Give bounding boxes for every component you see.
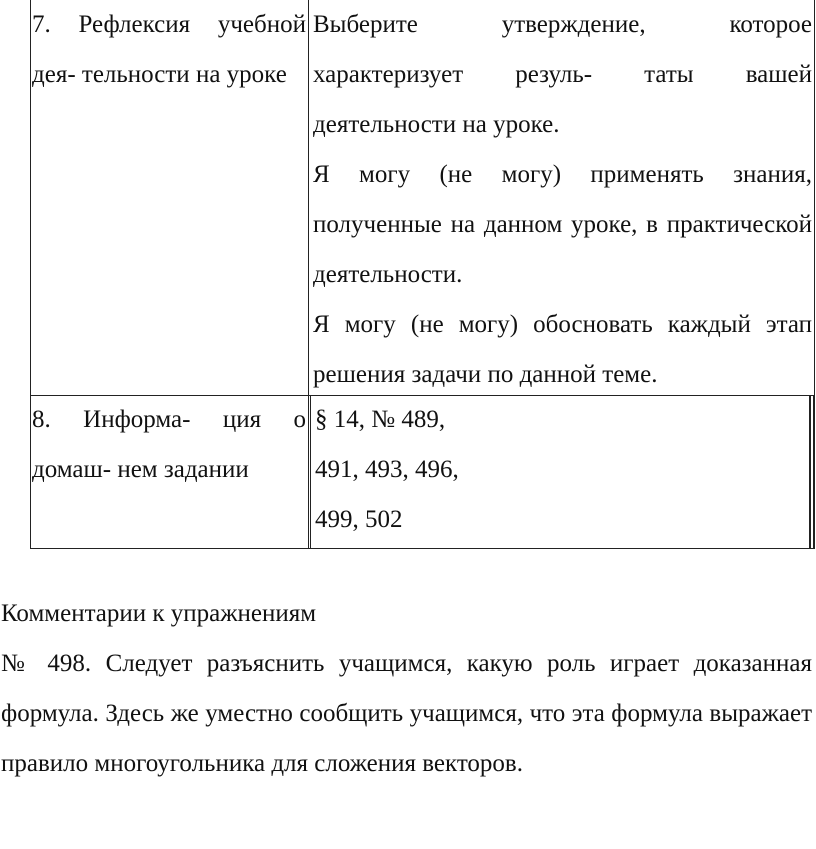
- stage-text: 7. Рефлексия учебной дея- тельности на уроке: [32, 11, 306, 88]
- homework-line: § 14, № 489,: [315, 406, 446, 433]
- comments-section: [0, 589, 812, 789]
- table-row: [31, 0, 815, 396]
- homework-line: 491, 493, 496,: [315, 456, 459, 483]
- comments-heading: Комментарии к упражнениям: [1, 600, 317, 627]
- content-paragraph: Я могу (не могу) обосновать каждый этап решения задачи по данной теме.: [313, 311, 812, 388]
- table-row: [31, 395, 815, 548]
- comments-paragraph: № 498. Следует разъяснить учащимся, какую роль играет доказанная формула. Здесь же уместно сообщить учащимся, что эта формула выражает правило многоугольника для сложения векторов.: [1, 650, 812, 777]
- stage-text: 8. Информа- ция о домаш- нем задании: [32, 406, 306, 483]
- lesson-plan-table: [30, 0, 815, 549]
- content-cell: [308, 0, 815, 395]
- stage-cell: [31, 395, 308, 548]
- content-paragraph: Выберите утверждение, которое характеризует резуль- таты вашей деятельности на уроке.: [313, 11, 812, 138]
- stage-cell: [31, 0, 308, 395]
- content-cell: [308, 395, 815, 548]
- content-paragraph: Я могу (не могу) применять знания, полученные на данном уроке, в практической деятельности.: [313, 161, 812, 288]
- homework-line: 499, 502: [315, 506, 403, 533]
